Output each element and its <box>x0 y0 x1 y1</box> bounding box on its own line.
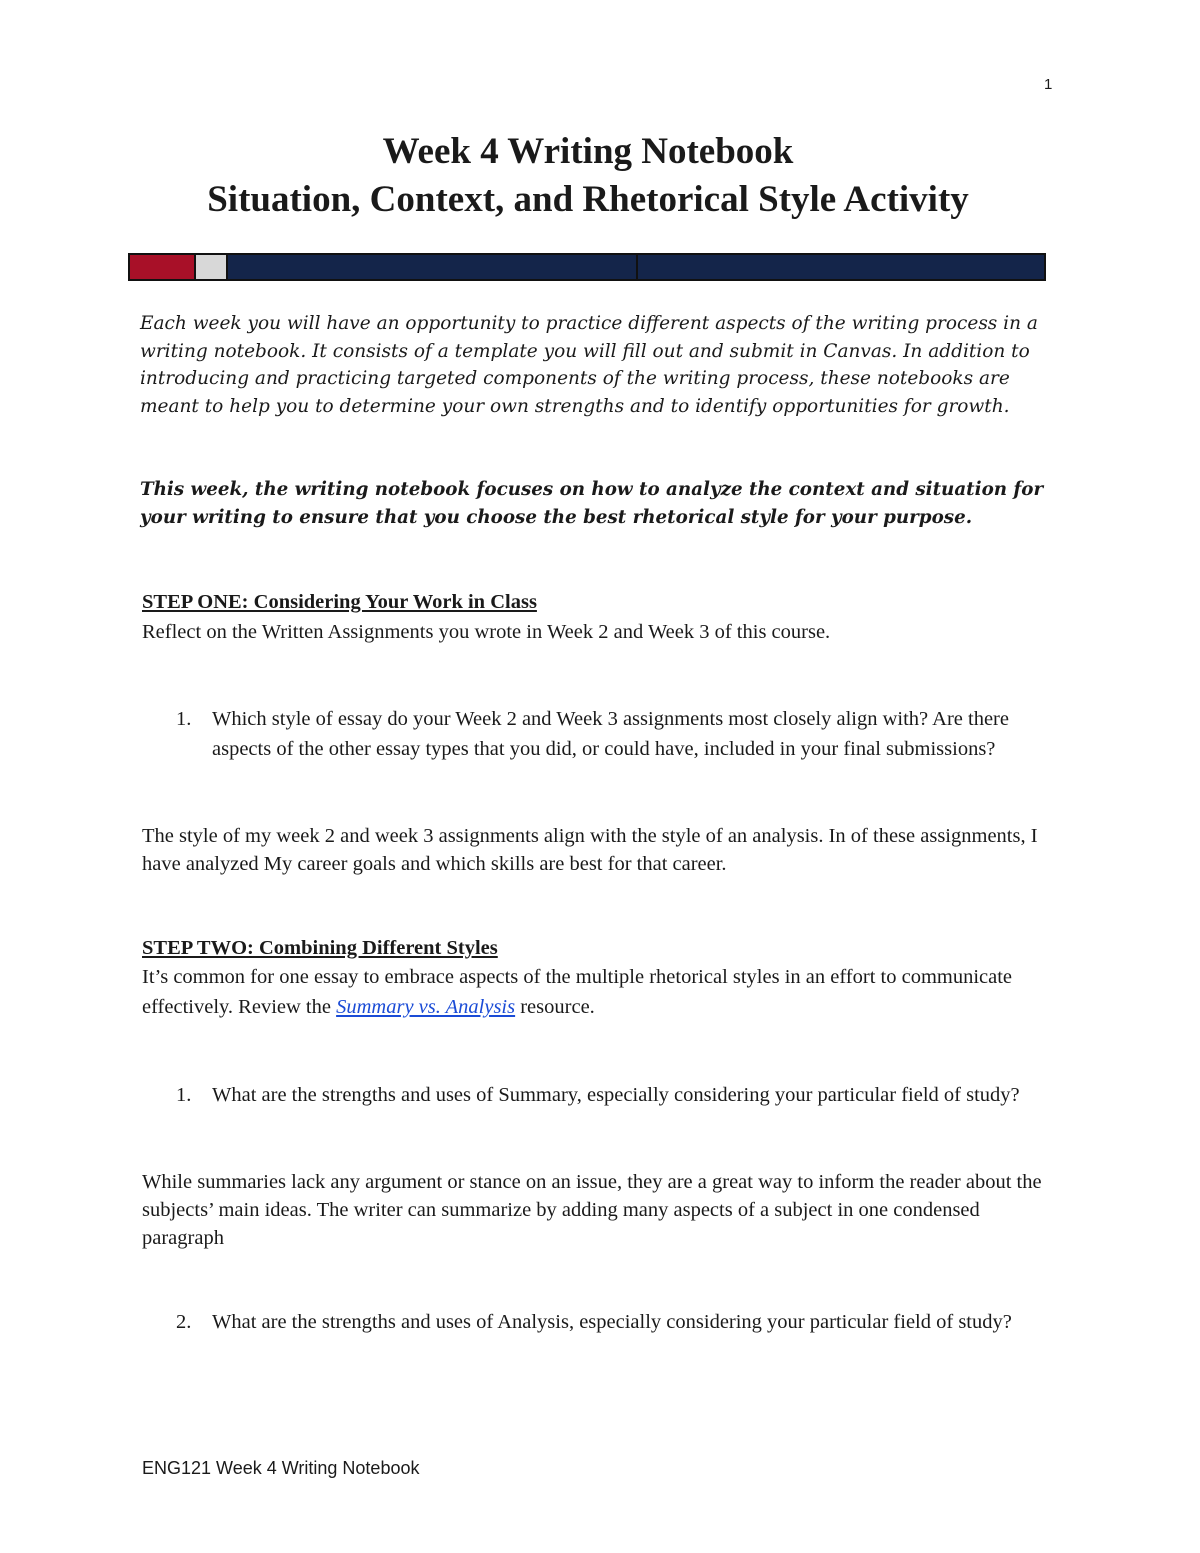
title-line-1: Week 4 Writing Notebook <box>382 131 794 172</box>
step-one-question-1 <box>176 704 1046 764</box>
question-text: Which style of essay do your Week 2 and Week 3 assignments most closely align with? Are there aspects of the other essay types that you did, or could have, included in your final submissions? <box>212 708 1009 760</box>
step-one-heading: STEP ONE: Considering Your Work in Class <box>142 591 537 613</box>
decorative-banner <box>128 253 1046 281</box>
step-two-answer-1: While summaries lack any argument or stance on an issue, they are a great way to inform the reader about the subjects’ main ideas. The writer can summarize by adding many aspects of a subject in one condensed paragraph <box>142 1171 1042 1249</box>
summary-vs-analysis-link[interactable]: Summary vs. Analysis <box>336 996 516 1018</box>
question-text: What are the strengths and uses of Analysis, especially considering your particular field of study? <box>212 1311 1012 1333</box>
intro-paragraph: Each week you will have an opportunity to practice different aspects of the writing process in a writing notebook. It consists of a template you will fill out and submit in Canvas. In addition to introducing and practicing targeted components of the writing process, these notebooks are meant to help you to determine your own strengths and to identify opportunities for growth. <box>140 313 1038 417</box>
question-number: 1. <box>176 1084 192 1106</box>
question-number: 2. <box>176 1311 192 1333</box>
step-two-question-1 <box>176 1080 1046 1110</box>
intro-focus-paragraph: This week, the writing notebook focuses on how to analyze the context and situation for your writing to ensure that you choose the best rhetorical style for your purpose. <box>140 479 1044 528</box>
page-title <box>0 128 1176 224</box>
question-number: 1. <box>176 708 192 730</box>
step-two-question-2 <box>176 1307 1046 1337</box>
banner-navy-segment-left <box>228 255 638 279</box>
page-number: 1 <box>1044 76 1053 93</box>
question-text: What are the strengths and uses of Summary, especially considering your particular field of study? <box>212 1084 1020 1106</box>
instruction-text-end: resource. <box>515 996 595 1018</box>
page-footer: ENG121 Week 4 Writing Notebook <box>142 1458 420 1478</box>
step-two-heading: STEP TWO: Combining Different Styles <box>142 937 498 959</box>
banner-gray-segment <box>196 255 228 279</box>
banner-red-segment <box>130 255 196 279</box>
step-two-instruction <box>142 962 1047 1022</box>
step-one-answer-1: The style of my week 2 and week 3 assignments align with the style of an analysis. In of these assignments, I have analyzed My career goals and which skills are best for that career. <box>142 825 1038 875</box>
instruction-text: It’s common for one essay to embrace aspects of the multiple rhetorical styles in an effort to communicate effectively. Review the <box>142 966 1013 1018</box>
title-line-2: Situation, Context, and Rhetorical Style Activity <box>207 179 969 220</box>
step-one-instruction: Reflect on the Written Assignments you wrote in Week 2 and Week 3 of this course. <box>142 621 831 643</box>
banner-navy-segment-right <box>638 255 1044 279</box>
